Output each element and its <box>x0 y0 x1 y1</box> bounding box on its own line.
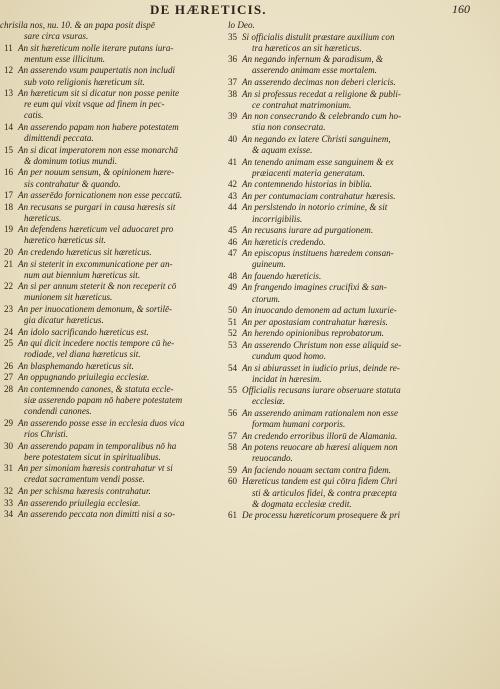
entry-number: 16 <box>4 167 14 178</box>
entry-text: rios Christi. <box>24 429 68 440</box>
index-entry <box>0 43 224 65</box>
entry-text: sub voto religionis hæreticum sit. <box>24 76 145 87</box>
index-entry <box>0 498 224 509</box>
entry-line <box>228 157 490 168</box>
entry-text: credat sacramentum vendi posse. <box>24 474 145 485</box>
index-entry <box>0 145 224 167</box>
entry-text: condendi canones. <box>24 406 92 417</box>
entry-text: sare circa vsuras. <box>24 31 89 42</box>
entry-number: 34 <box>4 509 14 520</box>
entry-number: 19 <box>4 224 14 235</box>
index-entry <box>228 202 490 224</box>
entry-number: 58 <box>228 442 238 453</box>
index-entry <box>228 465 490 476</box>
entry-line <box>228 328 490 339</box>
index-entry <box>0 486 224 497</box>
entry-text: An asserendo vsum paupertatis non includi <box>18 65 176 76</box>
index-entry <box>0 327 224 338</box>
index-entry <box>228 248 490 270</box>
entry-line <box>228 259 490 270</box>
entry-text: siæ asserendo papam nō habere potestatem <box>24 395 183 406</box>
entry-text: An asserendo animam rationalem non esse <box>242 407 399 418</box>
entry-line <box>0 179 224 190</box>
index-entry <box>228 77 490 88</box>
entry-text: An asserendo papam in temporalibus nō ha <box>18 440 177 451</box>
entry-line <box>0 338 224 349</box>
index-entry <box>228 510 490 521</box>
entry-line <box>0 418 224 429</box>
entry-line <box>228 191 490 202</box>
index-entry <box>228 89 490 111</box>
entry-text: cundum quod homo. <box>252 350 327 361</box>
entry-number: 48 <box>228 270 238 281</box>
entry-text: An asserendo papam non habere potestatem <box>18 121 179 132</box>
entry-line <box>228 111 490 122</box>
entry-text: An hæreticum sit si dicatur non posse penite <box>18 88 180 99</box>
entry-line <box>0 190 224 201</box>
entry-text: An defendens hæreticum vel aduocaret pro <box>18 224 174 235</box>
entry-number: 56 <box>228 407 238 418</box>
entry-number: 13 <box>4 88 14 99</box>
index-entry <box>228 328 490 339</box>
index-entry <box>0 259 224 281</box>
entry-line <box>228 134 490 145</box>
entry-text: An asserendo peccata non dimitti nisi a so- <box>18 509 176 520</box>
entry-line <box>228 168 490 179</box>
entry-line <box>0 441 224 452</box>
entry-number: 12 <box>4 65 14 76</box>
entry-text: An asserendo posse esse in ecclesia duos vica <box>18 417 185 428</box>
index-entry <box>228 271 490 282</box>
entry-line <box>0 315 224 326</box>
entry-line <box>0 213 224 224</box>
entry-number: 11 <box>4 42 13 53</box>
entry-text: An per simoniam hæresis contrahatur vt si <box>18 463 173 474</box>
entry-text: An asserendo decimas non deberi clericis. <box>242 76 396 87</box>
entry-text: An per schisma hæresis contrahatur. <box>18 486 151 496</box>
entry-text: An non consecrando & celebrando cum ho- <box>242 111 402 122</box>
entry-line <box>228 385 490 396</box>
entry-number: 60 <box>228 476 238 487</box>
entry-line <box>228 453 490 464</box>
entry-line <box>228 20 490 31</box>
index-entry <box>228 385 490 407</box>
entry-line <box>0 395 224 406</box>
entry-number: 42 <box>228 179 238 190</box>
index-entry <box>0 247 224 258</box>
entry-line <box>0 327 224 338</box>
entry-text: ctorum. <box>252 293 281 304</box>
index-entry <box>0 418 224 440</box>
entry-number: 30 <box>4 440 14 451</box>
entry-text: An blasphemando hæreticus sit. <box>18 360 134 371</box>
index-entry <box>228 442 490 464</box>
index-entry <box>0 20 224 42</box>
entry-text: An oppugnando priuilegia ecclesiæ. <box>18 372 150 383</box>
index-entry <box>228 225 490 236</box>
entry-number: 27 <box>4 372 14 383</box>
entry-number: 53 <box>228 339 238 350</box>
entry-text: catis. <box>24 110 44 121</box>
entry-text: An si steterit in excommunicatione per an- <box>18 258 173 269</box>
entry-number: 37 <box>228 76 238 87</box>
index-entry <box>0 463 224 485</box>
entry-number: 50 <box>228 305 238 316</box>
index-entry <box>228 32 490 54</box>
left-column <box>0 20 224 521</box>
entry-line <box>0 384 224 395</box>
entry-text: An si professus recedat a religione & publi- <box>242 88 401 99</box>
index-entry <box>228 134 490 156</box>
entry-line <box>0 247 224 258</box>
entry-text: num aut biennium hæreticus sit. <box>24 269 141 280</box>
index-entry <box>0 122 224 144</box>
entry-number: 28 <box>4 384 14 395</box>
index-entry <box>228 157 490 179</box>
entry-number: 24 <box>4 326 14 337</box>
entry-line <box>0 88 224 99</box>
index-entry <box>0 167 224 189</box>
entry-text: An credendo hæreticus sit hæreticus. <box>18 247 152 258</box>
entry-text: An faciendo nouam sectam contra fidem. <box>242 464 392 475</box>
entry-line <box>228 499 490 510</box>
entry-text: tra hæreticos an sit hæreticus. <box>252 42 362 53</box>
entry-text: re eum qui vixit vsque ad finem in pec- <box>24 99 165 110</box>
entry-line <box>0 372 224 383</box>
entry-line <box>0 20 224 31</box>
entry-text: An asserēdo fornicationem non esse peccatū. <box>18 190 183 201</box>
entry-text: An hæreticis credendo. <box>242 236 326 247</box>
entry-line <box>228 89 490 100</box>
entry-line <box>228 43 490 54</box>
index-entry <box>0 338 224 360</box>
entry-text: An per apostasiam contrahatur hæresis. <box>242 316 388 327</box>
entry-number: 26 <box>4 360 14 371</box>
entry-text: An asserendo Christum non esse aliquid se- <box>242 339 402 350</box>
entry-text: dimittendi peccata. <box>24 133 94 144</box>
entry-number: 35 <box>228 31 238 42</box>
entry-number: 44 <box>228 202 238 213</box>
entry-line <box>0 65 224 76</box>
index-entry <box>228 282 490 304</box>
entry-line <box>228 363 490 374</box>
entry-text: formam humani corporis. <box>252 419 346 430</box>
entry-line <box>0 259 224 270</box>
index-entry <box>228 20 490 31</box>
entry-number: 17 <box>4 190 14 201</box>
entry-line <box>228 396 490 407</box>
entry-line <box>228 305 490 316</box>
entry-text: & dominum totius mundi. <box>24 155 117 166</box>
entry-line <box>0 304 224 315</box>
entry-text: An recusans se purgari in causa hæresis sit <box>18 201 176 212</box>
index-entry <box>228 111 490 133</box>
entry-text: stia non consecrata. <box>252 122 326 133</box>
entry-line <box>228 465 490 476</box>
entry-line <box>0 270 224 281</box>
entry-text: An negando infernum & paradisum, & <box>242 54 383 65</box>
entry-text: rodiade, vel diana hæreticus sit. <box>24 349 141 360</box>
entry-number: 43 <box>228 190 238 201</box>
index-entry <box>228 431 490 442</box>
entry-line <box>0 281 224 292</box>
index-entry <box>228 363 490 385</box>
entry-text: An per nouum sensum, & opinionem hære- <box>18 167 175 178</box>
entry-text: præiacenti materia generatam. <box>252 167 365 178</box>
entry-number: 40 <box>228 133 238 144</box>
entry-number: 22 <box>4 281 14 292</box>
entry-line <box>228 340 490 351</box>
running-header <box>0 2 500 18</box>
entry-text: An tenendo animam esse sanguinem & ex <box>242 156 394 167</box>
index-entry <box>228 191 490 202</box>
index-entry <box>228 237 490 248</box>
index-entry <box>0 65 224 87</box>
entry-number: 23 <box>4 303 14 314</box>
entry-text: gia dicatur hæreticus. <box>24 315 104 326</box>
entry-line <box>228 510 490 521</box>
entry-text: An si dicat imperatorem non esse monarchā <box>18 144 178 155</box>
entry-text: Hæreticus tandem est qui cōtra fidem Chri <box>242 476 398 487</box>
page-number: 160 <box>452 2 470 16</box>
entry-line <box>228 294 490 305</box>
entry-text: An si abiurasset in iudicio prius, deinde re- <box>242 362 400 373</box>
entry-number: 20 <box>4 247 14 258</box>
index-entry <box>0 281 224 303</box>
entry-text: An herendo opinionibus reprobatorum. <box>242 328 384 339</box>
entry-text: mentum esse illicitum. <box>24 53 106 64</box>
index-entry <box>228 340 490 362</box>
entry-line <box>0 202 224 213</box>
entry-line <box>228 214 490 225</box>
entry-text: ecclesiæ. <box>252 396 286 407</box>
entry-text: An per contumaciam contrahatur hæresis. <box>242 190 396 201</box>
entry-text: An credendo erroribus illorū de Alamania. <box>242 430 398 441</box>
entry-line <box>228 179 490 190</box>
entry-line <box>0 452 224 463</box>
index-entry <box>0 361 224 372</box>
entry-line <box>0 463 224 474</box>
entry-line <box>0 133 224 144</box>
index-entry <box>0 202 224 224</box>
right-column <box>228 20 490 522</box>
entry-line <box>0 429 224 440</box>
entry-number: 33 <box>4 497 14 508</box>
entry-line <box>0 292 224 303</box>
entry-text: hæreticus. <box>24 212 62 223</box>
index-entry <box>228 317 490 328</box>
entry-line <box>0 167 224 178</box>
entry-text: An negando ex latere Christi sanguinem, <box>242 133 391 144</box>
entry-number: 51 <box>228 316 238 327</box>
entry-number: 14 <box>4 121 14 132</box>
entry-text: An contemnendo historias in biblia. <box>242 179 373 190</box>
entry-line <box>0 498 224 509</box>
entry-number: 39 <box>228 111 238 122</box>
entry-line <box>0 99 224 110</box>
entry-number: 25 <box>4 338 14 349</box>
entry-text: An idolo sacrificando hæreticus est. <box>18 326 149 337</box>
entry-line <box>228 145 490 156</box>
entry-text: An recusans iurare ad purgationem. <box>242 225 374 236</box>
entry-text: An potens reuocare ab hæresi aliquem non <box>242 442 398 453</box>
entry-line <box>0 361 224 372</box>
entry-number: 52 <box>228 328 238 339</box>
entry-line <box>0 54 224 65</box>
entry-line <box>228 282 490 293</box>
entry-number: 36 <box>228 54 238 65</box>
entry-text: sis contrahatur & quando. <box>24 178 121 189</box>
entry-number: 49 <box>228 282 238 293</box>
entry-line <box>0 509 224 520</box>
entry-line <box>0 224 224 235</box>
entry-line <box>0 474 224 485</box>
entry-line <box>228 77 490 88</box>
entry-line <box>228 374 490 385</box>
entry-text: chrisila nos, nu. 10. & an papa posit dispē <box>0 20 155 30</box>
entry-text: ce contrahat matrimonium. <box>252 99 352 110</box>
entry-number: 45 <box>228 225 238 236</box>
entry-line <box>228 248 490 259</box>
entry-line <box>228 442 490 453</box>
entry-text: An fauendo hæreticis. <box>242 270 322 281</box>
entry-text: An asserendo priuilegia ecclesiæ. <box>18 497 141 508</box>
entry-text: An per inuocationem demonum, & sortilē- <box>18 303 173 314</box>
index-entry <box>0 372 224 383</box>
entry-line <box>0 110 224 121</box>
index-entry <box>0 88 224 121</box>
entry-line <box>0 77 224 88</box>
entry-text: bere potestatem sicut in spiritualibus. <box>24 451 161 462</box>
entry-text: An episcopus instituens hæredem consan- <box>242 248 394 259</box>
entry-text: An contemnendo canones, & statuta eccle- <box>18 384 174 395</box>
index-entry <box>228 476 490 509</box>
entry-number: 57 <box>228 430 238 441</box>
entry-number: 15 <box>4 144 14 155</box>
entry-line <box>228 54 490 65</box>
entry-line <box>228 351 490 362</box>
entry-line <box>0 31 224 42</box>
entry-number: 61 <box>228 510 238 521</box>
entry-number: 31 <box>4 463 14 474</box>
entry-line <box>0 235 224 246</box>
entry-line <box>228 271 490 282</box>
entry-text: sti & articulos fidei, & contra præcepta <box>252 487 397 498</box>
entry-line <box>228 408 490 419</box>
entry-line <box>228 65 490 76</box>
header-title: DE HÆRETICIS. <box>150 2 267 17</box>
entry-text: incidat in hæresim. <box>252 373 322 384</box>
entry-number: 55 <box>228 385 238 396</box>
entry-line <box>228 488 490 499</box>
entry-line <box>0 145 224 156</box>
entry-text: lo Deo. <box>228 20 255 30</box>
entry-line <box>0 122 224 133</box>
entry-line <box>228 237 490 248</box>
entry-line <box>228 476 490 487</box>
entry-text: hæretico hæreticus sit. <box>24 235 106 246</box>
entry-text: De processu hæreticorum prosequere & pri <box>242 510 401 521</box>
index-entry <box>0 384 224 417</box>
entry-line <box>228 225 490 236</box>
entry-line <box>228 32 490 43</box>
index-entry <box>228 54 490 76</box>
entry-number: 46 <box>228 236 238 247</box>
entry-number: 47 <box>228 248 238 259</box>
entry-line <box>228 202 490 213</box>
index-entry <box>0 224 224 246</box>
index-entry <box>0 190 224 201</box>
entry-line <box>228 100 490 111</box>
entry-line <box>228 122 490 133</box>
entry-number: 29 <box>4 417 14 428</box>
entry-line <box>0 43 224 54</box>
entry-line <box>0 156 224 167</box>
entry-text: & dogmata ecclesiæ credit. <box>252 498 352 509</box>
index-entry <box>0 304 224 326</box>
entry-line <box>0 349 224 360</box>
entry-text: asserendo animam esse mortalem. <box>252 65 377 76</box>
entry-text: & aquam exisse. <box>252 145 313 156</box>
index-entry <box>0 441 224 463</box>
entry-text: An si per annum steterit & non receperit cō <box>18 281 177 292</box>
entry-number: 41 <box>228 156 238 167</box>
index-entry <box>0 509 224 520</box>
entry-number: 32 <box>4 486 14 496</box>
entry-text: munionem sit hæreticus. <box>24 292 113 303</box>
entry-text: An inuocando demonem ad actum luxurie- <box>242 305 397 316</box>
index-entry <box>228 179 490 190</box>
entry-text: An sit hæreticum nolle iterare putans iura- <box>18 42 174 53</box>
index-entry <box>228 408 490 430</box>
entry-number: 54 <box>228 362 238 373</box>
entry-line <box>228 317 490 328</box>
entry-line <box>228 431 490 442</box>
entry-number: 18 <box>4 201 14 212</box>
entry-text: incorrigibilis. <box>252 213 303 224</box>
entry-number: 38 <box>228 88 238 99</box>
entry-number: 59 <box>228 464 238 475</box>
entry-line <box>0 486 224 497</box>
entry-text: An qui dicit incedere noctis tempore cū he- <box>18 338 175 349</box>
entry-text: reuocando. <box>252 453 293 464</box>
entry-text: An perslstendo in notorio crimine, & sit <box>242 202 388 213</box>
entry-line <box>228 419 490 430</box>
index-entry <box>228 305 490 316</box>
entry-text: Si officialis distulit præstare auxilium con <box>242 31 395 42</box>
entry-text: guineum. <box>252 259 286 270</box>
entry-line <box>0 406 224 417</box>
entry-text: An frangendo imagines crucifixi & san- <box>242 282 387 293</box>
entry-number: 21 <box>4 258 14 269</box>
entry-text: Officialis recusans iurare obseruare statuta <box>242 385 401 396</box>
